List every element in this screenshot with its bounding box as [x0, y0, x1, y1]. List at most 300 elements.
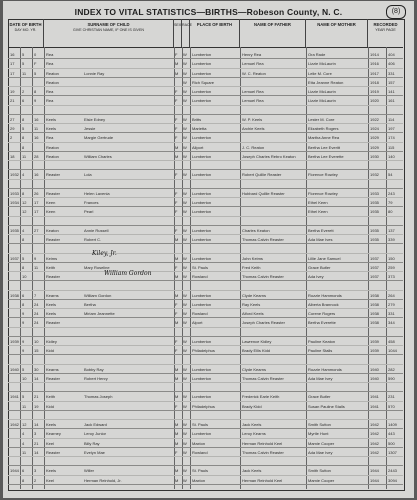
- row-ry-cell: 1935: [370, 237, 379, 242]
- row-mother-cell: Pauline Stalls: [308, 348, 333, 353]
- row-rule: [8, 401, 403, 402]
- row-rule: [8, 243, 403, 244]
- row-ry-cell: 1930: [370, 153, 379, 159]
- row-m-cell: 8: [22, 135, 25, 141]
- row-sex-cell: F: [175, 98, 178, 104]
- row-y-cell: 17: [34, 200, 39, 205]
- row-race-cell: W: [183, 61, 187, 67]
- row-rule: [8, 428, 403, 429]
- row-father-cell: Thomas Calvin Reaster: [242, 274, 284, 279]
- row-mother-cell: Bertha Everett: [308, 227, 334, 233]
- row-given-cell: Jessie: [84, 126, 96, 131]
- row-rule: [8, 345, 403, 346]
- row-place-cell: Allport: [192, 144, 204, 150]
- row-surname-cell: Reaster: [46, 172, 61, 178]
- row-father-cell: Jack Keels: [242, 422, 262, 427]
- row-y-cell: 2: [34, 477, 37, 483]
- row-d-cell: 1939: [10, 338, 19, 344]
- row-father-cell: Henry Rea: [242, 52, 262, 57]
- surname-header: SURNAME OF CHILD GIVE CHRISTIAN NAME, IF ONE IS GIVEN: [44, 19, 174, 47]
- row-ry-cell: 1940: [370, 366, 379, 372]
- row-mother-cell: Ethel Keen: [308, 209, 328, 215]
- row-father-cell: Thomas Calvin Reaster: [242, 237, 284, 242]
- row-y-cell: 5: [34, 70, 37, 76]
- row-y-cell: 11: [34, 264, 39, 270]
- row-given-cell: William Gordon: [84, 292, 112, 298]
- row-ry-cell: 1932: [370, 172, 379, 178]
- row-surname-cell: Kidd: [46, 403, 55, 409]
- row-rule: [8, 95, 403, 96]
- row-ry-cell: 1940: [370, 375, 379, 381]
- row-d-cell: 17: [10, 70, 15, 76]
- row-sex-cell: M: [175, 366, 179, 372]
- row-y-cell: 14: [34, 422, 39, 427]
- row-father-cell: Herman Reinhold Keel: [242, 477, 283, 483]
- row-race-cell: W: [183, 70, 187, 76]
- row-sex-cell: M: [175, 440, 179, 446]
- row-y-cell: 17: [34, 209, 39, 215]
- row-rule: [8, 262, 403, 263]
- row-y-cell: 8: [34, 89, 37, 94]
- row-d-cell: 19: [10, 89, 15, 94]
- row-y-cell: 16: [34, 135, 39, 141]
- row-surname-cell: Reaster: [46, 375, 61, 381]
- row-father-cell: Joseph Charles Rebro Keaton: [242, 153, 296, 159]
- row-m-cell: 11: [22, 449, 27, 455]
- row-m-cell: 6: [22, 468, 25, 474]
- row-ry-cell: 1929: [370, 144, 379, 150]
- row-place-cell: Lumberton: [192, 338, 212, 344]
- row-surname-cell: Keels: [46, 468, 57, 474]
- column-header-row: [8, 19, 403, 48]
- row-given-cell: Herman Reinhold, Jr.: [84, 477, 122, 483]
- row-given-cell: Margie Gertrude: [84, 135, 114, 141]
- row-ry-cell: 1935: [370, 200, 379, 205]
- row-father-cell: Lawrence Kidley: [242, 338, 272, 344]
- row-rule: [8, 475, 403, 476]
- row-y-cell: 9: [34, 98, 37, 104]
- row-rp-cell: 373: [388, 274, 395, 279]
- row-rule: [8, 280, 403, 281]
- row-y-cell: 14: [34, 449, 39, 455]
- row-sex-cell: M: [175, 70, 179, 76]
- row-y-cell: 30: [34, 366, 39, 372]
- place-header: PLACE OF BIRTH: [190, 19, 240, 47]
- row-mother-cell: Lizzie McLaurin: [308, 89, 336, 94]
- row-m-cell: 10: [22, 274, 27, 279]
- row-place-cell: Lumberton: [192, 255, 212, 261]
- row-race-cell: W: [183, 440, 187, 446]
- row-mother-cell: Grace Butler: [308, 264, 331, 270]
- row-sex-cell: F: [175, 172, 178, 178]
- row-rule: [8, 327, 403, 328]
- row-m-cell: 11: [22, 403, 27, 409]
- row-rule: [8, 456, 403, 457]
- row-place-cell: Marietta: [192, 126, 207, 131]
- row-surname-cell: Kearns: [46, 366, 59, 372]
- row-rule: [8, 169, 403, 170]
- row-mother-cell: Florence Rowley: [308, 190, 338, 196]
- row-race-cell: W: [183, 468, 187, 474]
- row-m-cell: 9: [22, 348, 25, 353]
- row-place-cell: Lumberton: [192, 89, 212, 94]
- row-rp-cell: 161: [388, 98, 395, 104]
- row-race-cell: W: [183, 209, 187, 215]
- row-m-cell: 8: [22, 190, 25, 196]
- row-place-cell: Alport: [192, 320, 203, 326]
- row-race-cell: W: [183, 348, 187, 353]
- row-mother-cell: Grace Butler: [308, 394, 331, 400]
- row-m-cell: 2: [22, 89, 25, 94]
- row-rp-cell: 406: [388, 61, 395, 67]
- row-race-cell: W: [183, 144, 187, 150]
- row-rule: [8, 160, 403, 161]
- row-ry-cell: 1944: [370, 477, 379, 483]
- race-header: RACE: [182, 19, 190, 47]
- row-mother-cell: Mamie Cooper: [308, 477, 335, 483]
- row-race-cell: W: [183, 338, 187, 344]
- row-sex-cell: M: [175, 477, 179, 483]
- row-given-cell: Willer: [84, 468, 94, 474]
- row-ry-cell: 1938: [370, 311, 379, 316]
- row-surname-cell: Keels: [46, 301, 57, 307]
- row-given-cell: Robert C.: [84, 237, 102, 242]
- row-mother-cell: Mamie Cooper: [308, 440, 335, 446]
- row-rule: [8, 354, 403, 355]
- row-rp-cell: 264: [388, 292, 395, 298]
- row-y-cell: 16: [34, 116, 39, 122]
- row-mother-cell: Lelie M. Core: [308, 70, 332, 76]
- row-mother-cell: Alberta Brannock: [308, 301, 339, 307]
- row-rp-cell: 137: [388, 227, 395, 233]
- row-sex-cell: F: [175, 338, 178, 344]
- row-d-cell: 1941: [10, 394, 19, 400]
- row-rp-cell: 140: [388, 153, 395, 159]
- row-surname-cell: Rea: [46, 135, 54, 141]
- row-ry-cell: 1922: [370, 116, 379, 122]
- row-rp-cell: 570: [388, 403, 395, 409]
- row-surname-cell: Kearney: [46, 431, 61, 437]
- row-d-cell: 21: [10, 98, 15, 104]
- sex-header: SEX: [174, 19, 182, 47]
- row-race-cell: W: [183, 153, 187, 159]
- row-rp-cell: 3094: [388, 477, 397, 483]
- row-rp-cell: 115: [388, 144, 395, 150]
- row-rule: [8, 234, 403, 235]
- row-rp-cell: 80: [388, 209, 393, 215]
- row-place-cell: Lumberton: [192, 52, 212, 57]
- row-mother-cell: Ada Mae Ives: [308, 237, 333, 242]
- row-place-cell: Philadelphus: [192, 403, 215, 409]
- row-ry-cell: 1937: [370, 255, 379, 261]
- row-mother-cell: Bertha Lee Everitt: [308, 144, 341, 150]
- row-given-cell: Evelyn Mae: [84, 449, 105, 455]
- row-race-cell: W: [183, 89, 187, 94]
- row-surname-cell: Reaton: [46, 153, 59, 159]
- row-rp-cell: 243: [388, 190, 395, 196]
- row-race-cell: W: [183, 126, 187, 131]
- row-surname-cell: Reaster: [46, 190, 61, 196]
- row-rule: [8, 105, 403, 106]
- row-mother-cell: Rozzie Hammonds: [308, 292, 342, 298]
- row-d-cell: 29: [10, 126, 15, 131]
- row-d-cell: 1940: [10, 366, 19, 372]
- row-given-cell: Mary Roseline: [84, 264, 110, 270]
- row-surname-cell: Keaton: [46, 227, 59, 233]
- row-sex-cell: F: [175, 135, 178, 141]
- row-race-cell: W: [183, 227, 187, 233]
- row-given-cell: Lola: [84, 172, 92, 178]
- row-rule: [8, 58, 403, 59]
- row-mother-cell: Elizabeth Rogers: [308, 126, 339, 131]
- row-y-cell: 11: [34, 126, 39, 131]
- row-mother-cell: Bertha Everette: [308, 320, 336, 326]
- row-y-cell: 24: [34, 301, 39, 307]
- row-m-cell: 8: [22, 116, 25, 122]
- row-sex-cell: M: [175, 61, 179, 67]
- row-sex-cell: F: [175, 89, 178, 94]
- row-given-cell: Bobby Ray: [84, 366, 104, 372]
- row-surname-cell: Reaton: [46, 79, 59, 85]
- row-rule: [8, 290, 403, 291]
- row-d-cell: 18: [10, 153, 15, 159]
- row-y-cell: 15: [34, 348, 39, 353]
- row-d-cell: 2: [10, 135, 13, 141]
- row-mother-cell: Ada Mae Ivey: [308, 375, 333, 381]
- row-race-cell: W: [183, 449, 187, 455]
- row-ry-cell: 1933: [370, 190, 379, 196]
- row-m-cell: 8: [22, 264, 25, 270]
- row-rule: [8, 77, 403, 78]
- row-d-cell: 1934: [10, 200, 19, 205]
- row-place-cell: Lumberton: [192, 237, 212, 242]
- row-given-cell: Lonnie Ray: [84, 70, 105, 76]
- row-place-cell: Lumberton: [192, 70, 212, 76]
- row-father-cell: Thomas Calvin Reaster: [242, 449, 284, 455]
- row-race-cell: W: [183, 311, 187, 316]
- row-race-cell: W: [183, 116, 187, 122]
- row-place-cell: Lumberton: [192, 366, 212, 372]
- row-ry-cell: 1939: [370, 338, 379, 344]
- row-sex-cell: M: [175, 274, 179, 279]
- row-y-cell: 10: [34, 338, 39, 344]
- row-y-cell: 19: [34, 403, 39, 409]
- row-sex-cell: F: [175, 227, 178, 233]
- row-mother-cell: Lillie Jane Samuel: [308, 255, 341, 261]
- row-given-cell: Miriam Jeannette: [84, 311, 115, 316]
- row-m-cell: 6: [22, 98, 25, 104]
- row-ry-cell: 1935: [370, 209, 379, 215]
- row-race-cell: W: [183, 274, 187, 279]
- row-y-cell: 28: [34, 153, 39, 159]
- row-mother-cell: Ethel Keen: [308, 200, 328, 205]
- row-m-cell: 8: [22, 477, 25, 483]
- row-rule: [8, 114, 403, 115]
- row-m-cell: 9: [22, 320, 25, 326]
- row-rp-cell: 79: [388, 200, 393, 205]
- row-rule: [8, 317, 403, 318]
- row-race-cell: W: [183, 431, 187, 437]
- row-y-cell: 24: [34, 320, 39, 326]
- row-mother-cell: Ada Mae Ivey: [308, 449, 333, 455]
- row-rule: [8, 142, 403, 143]
- row-mother-cell: Corene Rogers: [308, 311, 336, 316]
- row-rule: [8, 410, 403, 411]
- row-place-cell: St. Pauls: [192, 264, 209, 270]
- row-m-cell: 4: [22, 440, 25, 446]
- row-sex-cell: M: [175, 144, 179, 150]
- row-mother-cell: Ada Ivey: [308, 274, 324, 279]
- row-y-cell: 21: [34, 394, 39, 400]
- row-surname-cell: Keith: [46, 394, 56, 400]
- row-father-cell: Lemuel Rea: [242, 89, 264, 94]
- row-rule: [8, 336, 403, 337]
- row-place-cell: Lumberton: [192, 375, 212, 381]
- row-given-cell: Helen Lavenia: [84, 190, 110, 196]
- recorded-header: RECORDED YEAR PAGE: [373, 22, 398, 32]
- row-father-cell: W. C. Reaton: [242, 70, 266, 76]
- row-place-cell: St. Pauls: [192, 468, 209, 474]
- row-sex-cell: F: [175, 311, 178, 316]
- row-rule: [8, 299, 403, 300]
- row-rp-cell: 259: [388, 264, 395, 270]
- row-place-cell: Lumberton: [192, 301, 212, 307]
- row-rp-cell: 458: [388, 338, 395, 344]
- row-ry-cell: 1916: [370, 61, 379, 67]
- row-y-cell: F: [34, 61, 37, 67]
- row-race-cell: W: [183, 79, 187, 85]
- row-rp-cell: 114: [388, 116, 395, 122]
- row-father-cell: Clyde Kearns: [242, 292, 267, 298]
- row-given-cell: Leroy Junior: [84, 431, 107, 437]
- row-d-cell: 1942: [10, 422, 19, 427]
- row-d-cell: 27: [10, 116, 15, 122]
- row-place-cell: Britts: [192, 116, 202, 122]
- row-mother-cell: Bertha Lee Everette: [308, 153, 344, 159]
- row-rp-cell: 279: [388, 301, 395, 307]
- row-sex-cell: F: [175, 348, 178, 353]
- row-father-cell: Jack Keels: [242, 468, 262, 474]
- row-place-cell: Rowland: [192, 311, 208, 316]
- row-m-cell: 9: [22, 311, 25, 316]
- row-rp-cell: 150: [388, 255, 395, 261]
- row-father-cell: Alford Keels: [242, 311, 264, 316]
- row-father-cell: John Keims: [242, 255, 263, 261]
- row-y-cell: 24: [34, 311, 39, 316]
- row-ry-cell: 1918: [370, 79, 379, 85]
- row-mother-cell: Rozzie Hammonds: [308, 366, 342, 372]
- row-father-cell: Robert Quillie Reaster: [242, 172, 282, 178]
- row-y-cell: 7: [34, 292, 37, 298]
- row-y-cell: 3: [34, 431, 37, 437]
- row-ry-cell: 1942: [370, 431, 379, 437]
- row-d-cell: 1938: [10, 292, 19, 298]
- row-race-cell: W: [183, 301, 187, 307]
- row-ry-cell: 1938: [370, 301, 379, 307]
- row-given-cell: Bertha: [84, 301, 96, 307]
- row-rp-cell: 331: [388, 311, 395, 316]
- row-m-cell: 8: [22, 144, 25, 150]
- row-rp-cell: 339: [388, 237, 395, 242]
- row-place-cell: Lumberton: [192, 227, 212, 233]
- row-d-cell: 17: [10, 61, 15, 67]
- row-rule: [8, 308, 403, 309]
- row-d-cell: 1935: [10, 227, 19, 233]
- row-place-cell: Lumberton: [192, 98, 212, 104]
- row-race-cell: W: [183, 422, 187, 427]
- row-rule: [8, 197, 403, 198]
- row-race-cell: W: [183, 237, 187, 242]
- row-ry-cell: 1944: [370, 468, 379, 474]
- row-ry-cell: 1939: [370, 348, 379, 353]
- row-place-cell: Lumberton: [192, 292, 212, 298]
- row-rule: [8, 86, 403, 87]
- row-sex-cell: M: [175, 255, 179, 261]
- row-surname-cell: Kidley: [46, 338, 57, 344]
- row-d-cell: 1937: [10, 255, 19, 261]
- father-header: NAME OF FATHER: [240, 19, 306, 47]
- row-mother-cell: Lizzie McLaurin: [308, 98, 336, 104]
- row-rp-cell: 500: [388, 440, 395, 446]
- row-sex-cell: F: [175, 200, 178, 205]
- row-father-cell: Archie Keels: [242, 126, 265, 131]
- row-ry-cell: 1942: [370, 449, 379, 455]
- row-surname-cell: Rea: [46, 98, 54, 104]
- row-place-cell: Philadelphus: [192, 348, 215, 353]
- row-ry-cell: 1938: [370, 320, 379, 326]
- row-father-cell: Brady Ellis Kidd: [242, 348, 271, 353]
- row-rp-cell: 1409: [388, 422, 397, 427]
- row-ry-cell: 1938: [370, 292, 379, 298]
- row-rule: [8, 216, 403, 217]
- row-place-cell: Maxton: [192, 477, 206, 483]
- row-race-cell: W: [183, 366, 187, 372]
- row-ry-cell: 1914: [370, 52, 379, 57]
- row-father-cell: Herman Reinhold Keel: [242, 440, 283, 446]
- row-mother-cell: Myrtle Hunt: [308, 431, 329, 437]
- page-number: (8): [386, 5, 406, 19]
- row-surname-cell: Keel: [46, 440, 55, 446]
- row-surname-cell: Reaster: [46, 320, 61, 326]
- row-d-cell: 1932: [10, 172, 19, 178]
- row-given-cell: Thomas Joseph: [84, 394, 113, 400]
- row-place-cell: Rich Square: [192, 79, 215, 85]
- row-place-cell: Rowland: [192, 274, 208, 279]
- row-d-cell: 16: [10, 52, 15, 57]
- row-m-cell: 8: [22, 237, 25, 242]
- row-rp-cell: 443: [388, 431, 395, 437]
- row-rule: [8, 151, 403, 152]
- row-m-cell: 12: [22, 200, 27, 205]
- row-ry-cell: 1924: [370, 126, 379, 131]
- row-rp-cell: 2443: [388, 468, 397, 474]
- row-m-cell: 6: [22, 292, 25, 298]
- row-y-cell: 16: [34, 172, 39, 178]
- row-m-cell: 12: [22, 209, 27, 215]
- row-rule: [8, 253, 403, 254]
- row-m-cell: 9: [22, 338, 25, 344]
- row-rp-cell: 404: [388, 52, 395, 57]
- row-ry-cell: 1919: [370, 89, 379, 94]
- row-rp-cell: 590: [388, 375, 395, 381]
- row-sex-cell: M: [175, 468, 179, 474]
- row-sex-cell: F: [175, 264, 178, 270]
- row-sex-cell: F: [175, 301, 178, 307]
- row-father-cell: Brady Kidd: [242, 403, 262, 409]
- row-place-cell: Lumberton: [192, 172, 212, 178]
- row-ry-cell: 1920: [370, 98, 379, 104]
- row-m-cell: 8: [22, 301, 25, 307]
